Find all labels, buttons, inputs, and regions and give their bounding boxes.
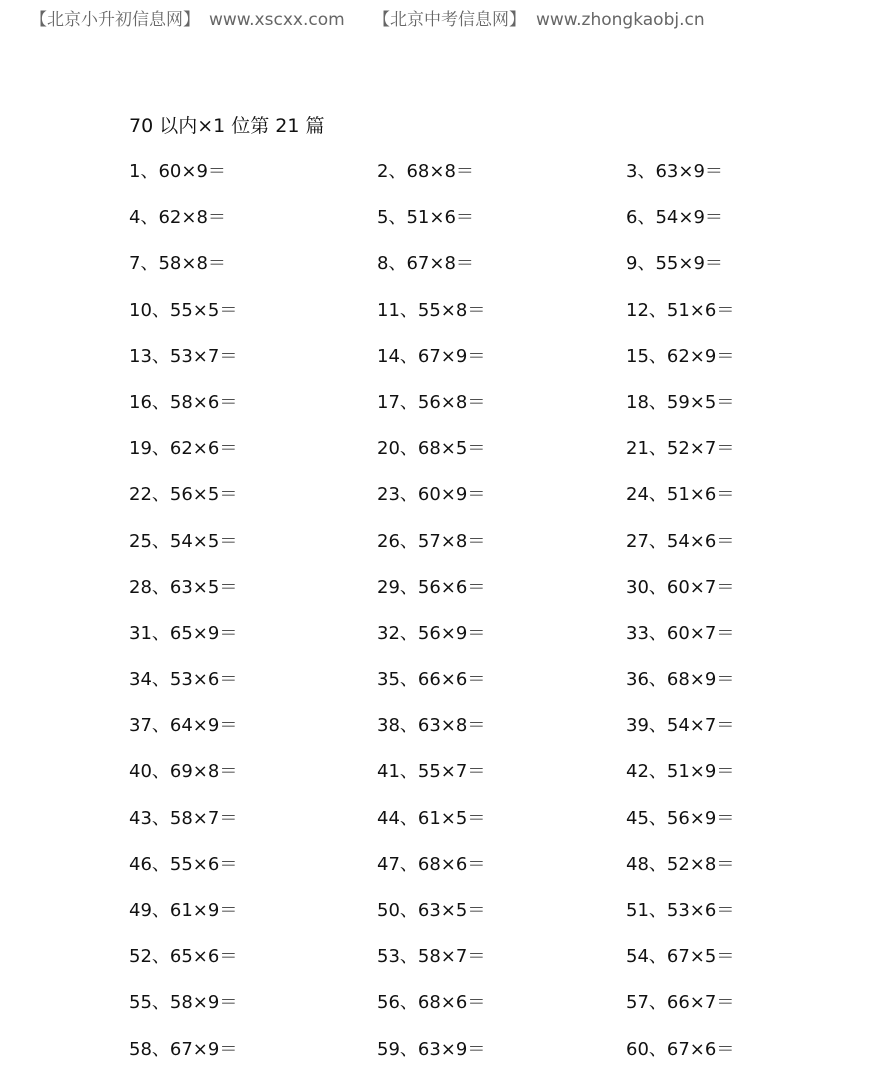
problem-item: 45、56×9＝: [626, 807, 735, 829]
problem-item: 22、56×5＝: [129, 484, 238, 506]
problem-item: 23、60×9＝: [377, 484, 486, 506]
problem-item: 42、51×9＝: [626, 761, 735, 783]
problem-row: [129, 757, 829, 803]
problem-row: [129, 527, 829, 573]
problem-item: 44、61×5＝: [377, 807, 486, 829]
problem-item: 1、60×9＝: [129, 161, 226, 182]
page-header: [0, 8, 871, 32]
problem-item: 12、51×6＝: [626, 299, 735, 321]
problem-item: 41、55×7＝: [377, 761, 486, 783]
problem-row: [129, 619, 829, 665]
problem-item: 38、63×8＝: [377, 715, 486, 737]
problem-item: 43、58×7＝: [129, 807, 238, 829]
site1-url[interactable]: www.xscxx.com: [209, 10, 345, 30]
problem-item: 11、55×8＝: [377, 299, 486, 321]
problem-row: [129, 342, 829, 388]
problem-row: [129, 896, 829, 942]
problem-row: [129, 434, 829, 480]
problem-item: 7、58×8＝: [129, 253, 226, 275]
problem-item: 47、68×6＝: [377, 853, 486, 875]
problem-row: [129, 665, 829, 711]
problem-item: 16、58×6＝: [129, 391, 238, 413]
problem-item: 36、68×9＝: [626, 669, 735, 691]
problem-item: 48、52×8＝: [626, 853, 735, 875]
problem-item: 19、62×6＝: [129, 438, 238, 460]
problem-item: 35、66×6＝: [377, 669, 486, 691]
problem-item: 59、63×9＝: [377, 1038, 486, 1060]
problem-item: 27、54×6＝: [626, 530, 735, 552]
problem-item: 26、57×8＝: [377, 530, 486, 552]
problem-row: [129, 296, 829, 342]
problem-item: 60、67×6＝: [626, 1038, 735, 1060]
problem-item: 54、67×5＝: [626, 946, 735, 968]
problem-item: 24、51×6＝: [626, 484, 735, 506]
problem-item: 5、51×6＝: [377, 207, 474, 229]
problem-item: 58、67×9＝: [129, 1038, 238, 1060]
problem-item: 57、66×7＝: [626, 992, 735, 1014]
problem-item: 55、58×9＝: [129, 992, 238, 1014]
problem-item: 15、62×9＝: [626, 345, 735, 367]
problem-item: 18、59×5＝: [626, 391, 735, 413]
problem-row: [129, 942, 829, 988]
problem-item: 56、68×6＝: [377, 992, 486, 1014]
problem-item: 3、63×9＝: [626, 161, 723, 182]
problem-item: 9、55×9＝: [626, 253, 723, 275]
problem-row: [129, 480, 829, 526]
worksheet-title: 70 以内×1 位第 21 篇: [129, 115, 325, 137]
problem-item: 28、63×5＝: [129, 576, 238, 598]
problem-item: 50、63×5＝: [377, 900, 486, 921]
problem-item: 13、53×7＝: [129, 345, 238, 367]
problem-item: 32、56×9＝: [377, 622, 486, 644]
problem-item: 25、54×5＝: [129, 530, 238, 552]
problem-item: 6、54×9＝: [626, 207, 723, 229]
site1-name: 【北京小升初信息网】: [30, 10, 200, 30]
problem-item: 37、64×9＝: [129, 715, 238, 737]
problem-item: 20、68×5＝: [377, 438, 486, 460]
problem-row: [129, 711, 829, 757]
problem-item: 17、56×8＝: [377, 391, 486, 413]
problem-item: 51、53×6＝: [626, 900, 735, 921]
problem-item: 14、67×9＝: [377, 345, 486, 367]
problem-item: 10、55×5＝: [129, 299, 238, 321]
problem-row: [129, 804, 829, 850]
problem-row: [129, 203, 829, 249]
problem-row: [129, 850, 829, 896]
problem-item: 52、65×6＝: [129, 946, 238, 968]
problem-item: 34、53×6＝: [129, 669, 238, 691]
problem-row: [129, 573, 829, 619]
problem-item: 53、58×7＝: [377, 946, 486, 968]
problem-row: [129, 388, 829, 434]
problem-item: 31、65×9＝: [129, 622, 238, 644]
problem-row: [129, 1035, 829, 1081]
problem-row: [129, 249, 829, 295]
site2-url[interactable]: www.zhongkaobj.cn: [536, 10, 705, 30]
problem-item: 40、69×8＝: [129, 761, 238, 783]
problem-item: 29、56×6＝: [377, 576, 486, 598]
problem-item: 49、61×9＝: [129, 900, 238, 921]
problem-item: 4、62×8＝: [129, 207, 226, 229]
problem-item: 30、60×7＝: [626, 576, 735, 598]
problem-item: 39、54×7＝: [626, 715, 735, 737]
problem-item: 8、67×8＝: [377, 253, 474, 275]
problem-item: 21、52×7＝: [626, 438, 735, 460]
problem-grid: [129, 157, 829, 1081]
problem-item: 2、68×8＝: [377, 161, 474, 182]
problem-row: [129, 988, 829, 1034]
site2-name: 【北京中考信息网】: [373, 10, 526, 30]
problem-item: 46、55×6＝: [129, 853, 238, 875]
problem-row: [129, 157, 829, 203]
problem-item: 33、60×7＝: [626, 622, 735, 644]
